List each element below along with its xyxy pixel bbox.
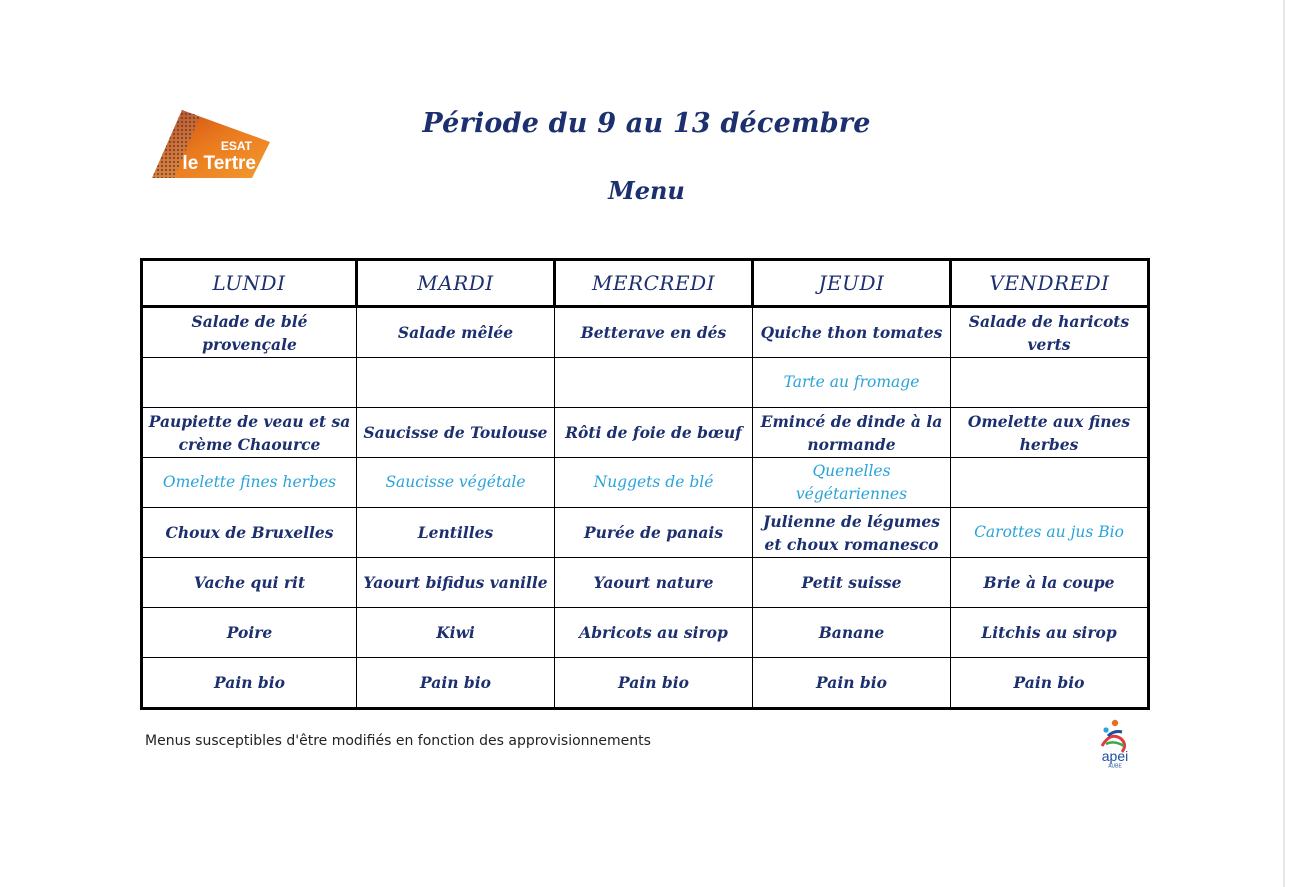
menu-cell: Tarte au fromage (753, 358, 951, 408)
menu-cell: Kiwi (357, 608, 555, 658)
menu-cell: Salade de blé provençale (142, 307, 357, 358)
menu-row-side (142, 508, 1149, 558)
menu-cell: Carottes au jus Bio (951, 508, 1149, 558)
day-header-lundi: LUNDI (142, 260, 357, 307)
menu-cell: Saucisse de Toulouse (357, 408, 555, 458)
menu-row-dairy (142, 558, 1149, 608)
menu-cell (142, 358, 357, 408)
menu-cell: Paupiette de veau et sa crème Chaource (142, 408, 357, 458)
menu-cell: Saucisse végétale (357, 458, 555, 508)
menu-cell: Nuggets de blé (555, 458, 753, 508)
menu-cell: Banane (753, 608, 951, 658)
menu-row-dessert (142, 608, 1149, 658)
day-header-mardi: MARDI (357, 260, 555, 307)
menu-cell (951, 458, 1149, 508)
menu-cell (555, 358, 753, 408)
day-header-row (142, 260, 1149, 307)
menu-table (140, 258, 1150, 710)
menu-cell: Salade mêlée (357, 307, 555, 358)
svg-text:apei: apei (1101, 748, 1129, 764)
menu-cell: Pain bio (357, 658, 555, 709)
menu-cell: Betterave en dés (555, 307, 753, 358)
menu-cell: Brie à la coupe (951, 558, 1149, 608)
menu-cell: Omelette aux fines herbes (951, 408, 1149, 458)
menu-row-starter (142, 307, 1149, 358)
menu-row-main-vegetarian (142, 458, 1149, 508)
menu-cell: Lentilles (357, 508, 555, 558)
menu-cell: Petit suisse (753, 558, 951, 608)
day-header-mercredi: MERCREDI (555, 260, 753, 307)
menu-cell: Purée de panais (555, 508, 753, 558)
menu-cell: Pain bio (951, 658, 1149, 709)
menu-cell: Quenelles végétariennes (753, 458, 951, 508)
menu-cell: Quiche thon tomates (753, 307, 951, 358)
menu-cell (357, 358, 555, 408)
menu-cell: Poire (142, 608, 357, 658)
svg-text:AUBE: AUBE (1108, 763, 1122, 768)
footnote: Menus susceptibles d'être modifiés en fonction des approvisionnements (145, 733, 651, 749)
menu-cell: Rôti de foie de bœuf (555, 408, 753, 458)
day-header-vendredi: VENDREDI (951, 260, 1149, 307)
menu-cell: Emincé de dinde à la normande (753, 408, 951, 458)
svg-text:le Tertre: le Tertre (182, 153, 256, 174)
menu-cell: Pain bio (142, 658, 357, 709)
menu-cell: Yaourt bifidus vanille (357, 558, 555, 608)
day-header-jeudi: JEUDI (753, 260, 951, 307)
menu-cell: Salade de haricots verts (951, 307, 1149, 358)
menu-cell: Yaourt nature (555, 558, 753, 608)
menu-row-main (142, 408, 1149, 458)
menu-cell: Pain bio (555, 658, 753, 709)
menu-row-bread (142, 658, 1149, 709)
menu-cell: Vache qui rit (142, 558, 357, 608)
period-title: Période du 9 au 13 décembre (422, 108, 871, 139)
menu-cell (951, 358, 1149, 408)
menu-cell: Julienne de légumes et choux romanesco (753, 508, 951, 558)
menu-cell: Litchis au sirop (951, 608, 1149, 658)
apei-logo (1092, 718, 1138, 768)
menu-cell: Pain bio (753, 658, 951, 709)
menu-cell: Choux de Bruxelles (142, 508, 357, 558)
menu-subtitle: Menu (608, 176, 685, 205)
menu-cell: Abricots au sirop (555, 608, 753, 658)
menu-cell: Omelette fines herbes (142, 458, 357, 508)
menu-row-starter-alternative (142, 358, 1149, 408)
svg-text:ESAT: ESAT (220, 139, 252, 153)
